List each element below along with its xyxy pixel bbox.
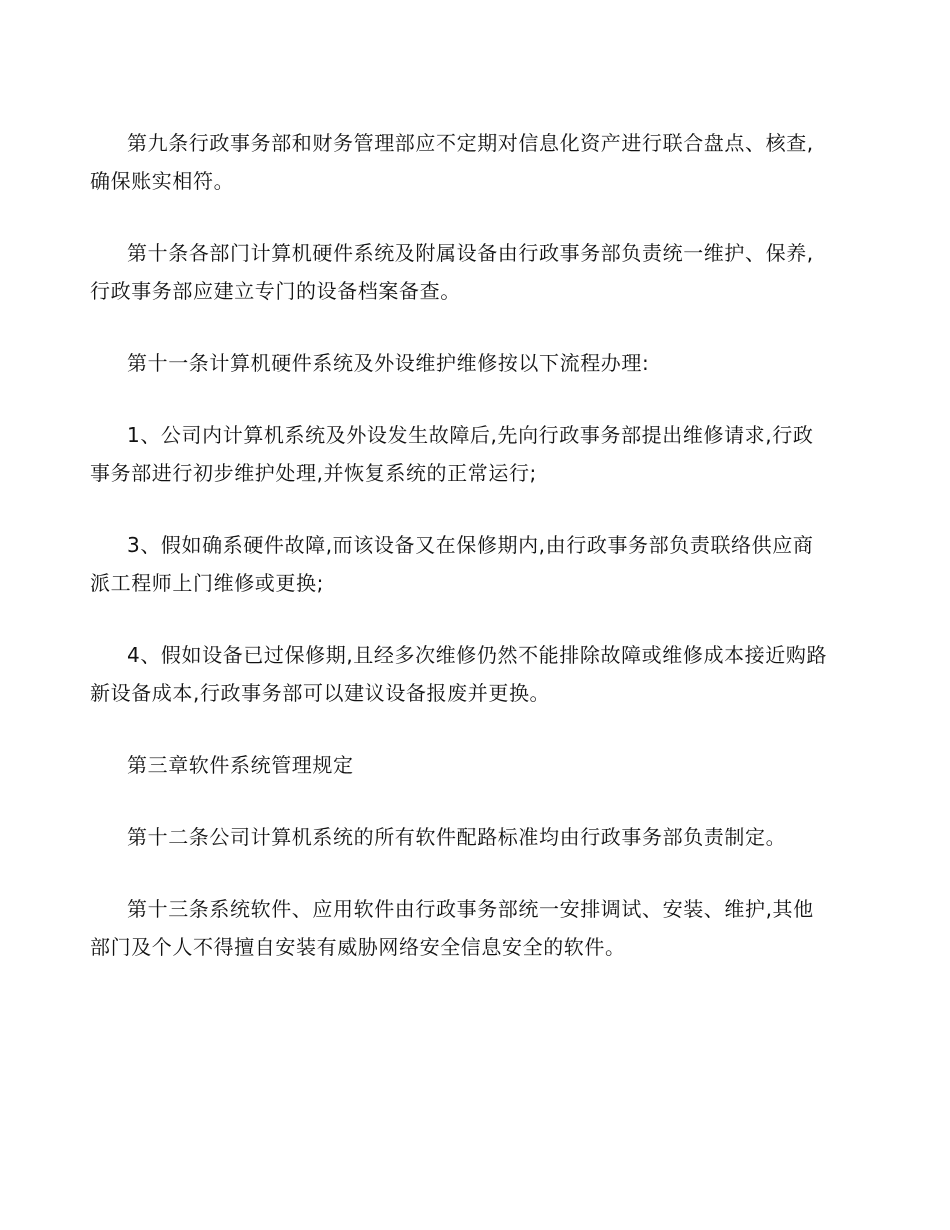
paragraph-line: 新设备成本,行政事务部可以建议设备报废并更换。 <box>90 681 551 705</box>
paragraph-article-12 <box>90 818 860 856</box>
paragraph-article-10 <box>90 234 860 310</box>
paragraph-line: 部门及个人不得擅自安装有威胁网络安全信息安全的软件。 <box>90 935 626 959</box>
paragraph-line: 1、公司内计算机系统及外设发生故障后,先向行政事务部提出维修请求,行政 <box>127 423 814 447</box>
paragraph-article-11 <box>90 344 860 382</box>
paragraph-line: 第十二条公司计算机系统的所有软件配路标准均由行政事务部负责制定。 <box>127 825 787 849</box>
paragraph-line: 第十三条系统软件、应用软件由行政事务部统一安排调试、安装、维护,其他 <box>127 897 814 921</box>
paragraph-line: 事务部进行初步维护处理,并恢复系统的正常运行; <box>90 461 537 485</box>
document-body <box>90 124 860 966</box>
paragraph-line: 确保账实相符。 <box>90 169 235 193</box>
paragraph-line: 行政事务部应建立专门的设备档案备查。 <box>90 279 461 303</box>
paragraph-line: 第十一条计算机硬件系统及外设维护维修按以下流程办理: <box>127 351 650 375</box>
paragraph-line: 4、假如设备已过保修期,且经多次维修仍然不能排除故障或维修成本接近购路 <box>127 643 828 667</box>
paragraph-article-13 <box>90 890 860 966</box>
paragraph-article-9 <box>90 124 860 200</box>
paragraph-item-1 <box>90 416 860 492</box>
paragraph-line: 派工程师上门维修或更换; <box>90 571 324 595</box>
paragraph-line: 3、假如确系硬件故障,而该设备又在保修期内,由行政事务部负责联络供应商 <box>127 533 814 557</box>
paragraph-item-4 <box>90 636 860 712</box>
chapter-title: 第三章软件系统管理规定 <box>127 753 354 777</box>
paragraph-item-3 <box>90 526 860 602</box>
paragraph-line: 第十条各部门计算机硬件系统及附属设备由行政事务部负责统一维护、保养, <box>127 241 814 265</box>
paragraph-line: 第九条行政事务部和财务管理部应不定期对信息化资产进行联合盘点、核查, <box>127 131 814 155</box>
chapter-heading <box>90 746 860 784</box>
